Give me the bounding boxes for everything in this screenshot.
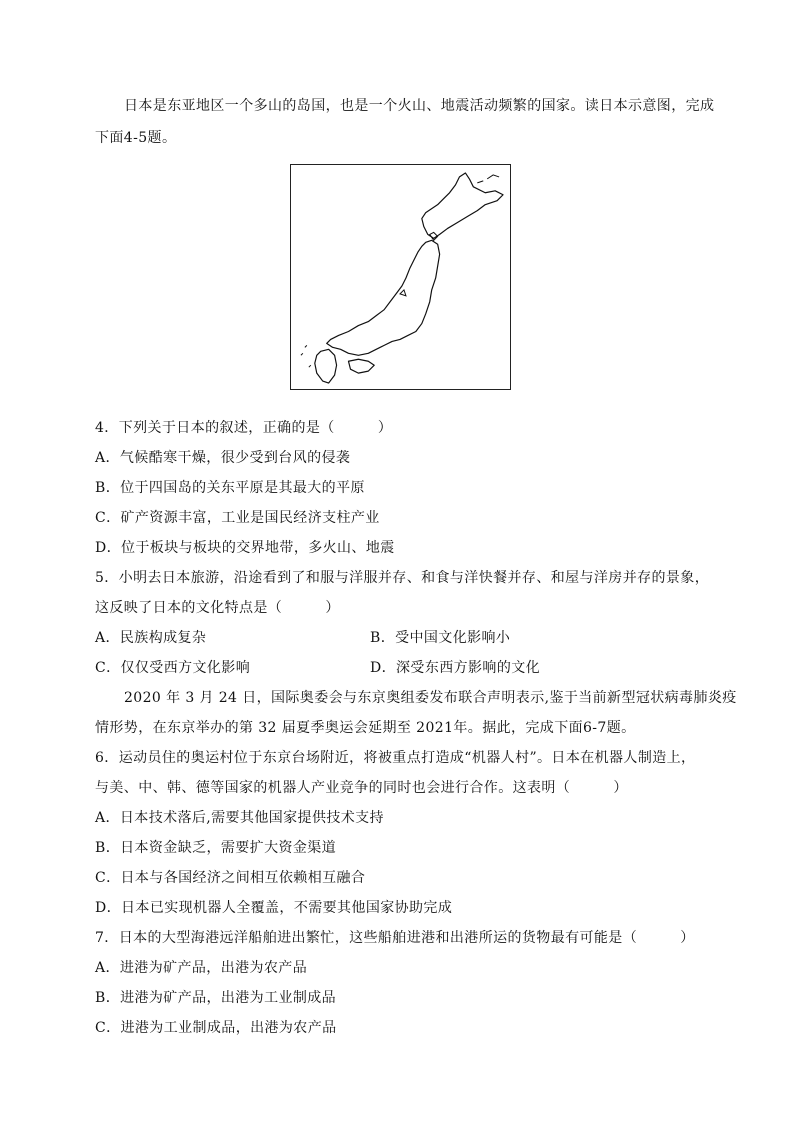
q4-option-a: A．气候酷寒干燥，很少受到台风的侵袭 [95,450,351,466]
q6-option-d: D．日本已实现机器人全覆盖，不需要其他国家协助完成 [95,900,453,916]
japan-outline-map-icon [291,165,510,389]
q6-option-b: B．日本资金缺乏，需要扩大资金渠道 [95,840,337,856]
q7-option-a: A．进港为矿产品，出港为农产品 [95,960,308,976]
q5-option-a: A．民族构成复杂 [95,630,207,646]
context2-line-1: 2020 年 3 月 24 日，国际奥委会与东京奥组委发布联合声明表示,鉴于当前新型冠状病毒肺炎疫 [124,690,737,706]
q7-option-b: B．进港为矿产品，出港为工业制成品 [95,990,337,1006]
q5-option-d: D．深受东西方影响的文化 [370,660,541,676]
q6-option-a: A．日本技术落后,需要其他国家提供技术支持 [95,810,384,826]
japan-map [290,164,511,390]
q4-option-c: C．矿产资源丰富，工业是国民经济支柱产业 [95,510,380,526]
q4-stem: 4．下列关于日本的叙述，正确的是（ ） [95,420,393,436]
q6-stem-line-1: 6．运动员住的奥运村位于东京台场附近，将被重点打造成“机器人村”。日本在机器人制造上， [95,750,696,766]
context2-line-2: 情形势，在东京举办的第 32 届夏季奥运会延期至 2021年。据此，完成下面6-7题。 [95,720,636,736]
q7-option-c: C．进港为工业制成品，出港为农产品 [95,1020,337,1036]
q4-option-d: D．位于板块与板块的交界地带，多火山、地震 [95,540,395,556]
q5-stem-line-2: 这反映了日本的文化特点是（ ） [95,600,340,616]
q5-option-b: B．受中国文化影响小 [370,630,511,646]
intro-line-1: 日本是东亚地区一个多山的岛国，也是一个火山、地震活动频繁的国家。读日本示意图，完成 [124,98,715,114]
q6-stem-line-2: 与美、中、韩、德等国家的机器人产业竞争的同时也会进行合作。这表明（ ） [95,780,628,796]
q4-option-b: B．位于四国岛的关东平原是其最大的平原 [95,480,365,496]
q5-stem-line-1: 5．小明去日本旅游，沿途看到了和服与洋服并存、和食与洋快餐并存、和屋与洋房并存的景象， [95,570,710,586]
q7-stem: 7．日本的大型海港远洋船舶进出繁忙，这些船舶进港和出港所运的货物最有可能是（ ） [95,930,695,946]
q5-option-c: C．仅仅受西方文化影响 [95,660,251,676]
intro-line-2: 下面4-5题。 [95,130,177,146]
q6-option-c: C．日本与各国经济之间相互依赖相互融合 [95,870,366,886]
